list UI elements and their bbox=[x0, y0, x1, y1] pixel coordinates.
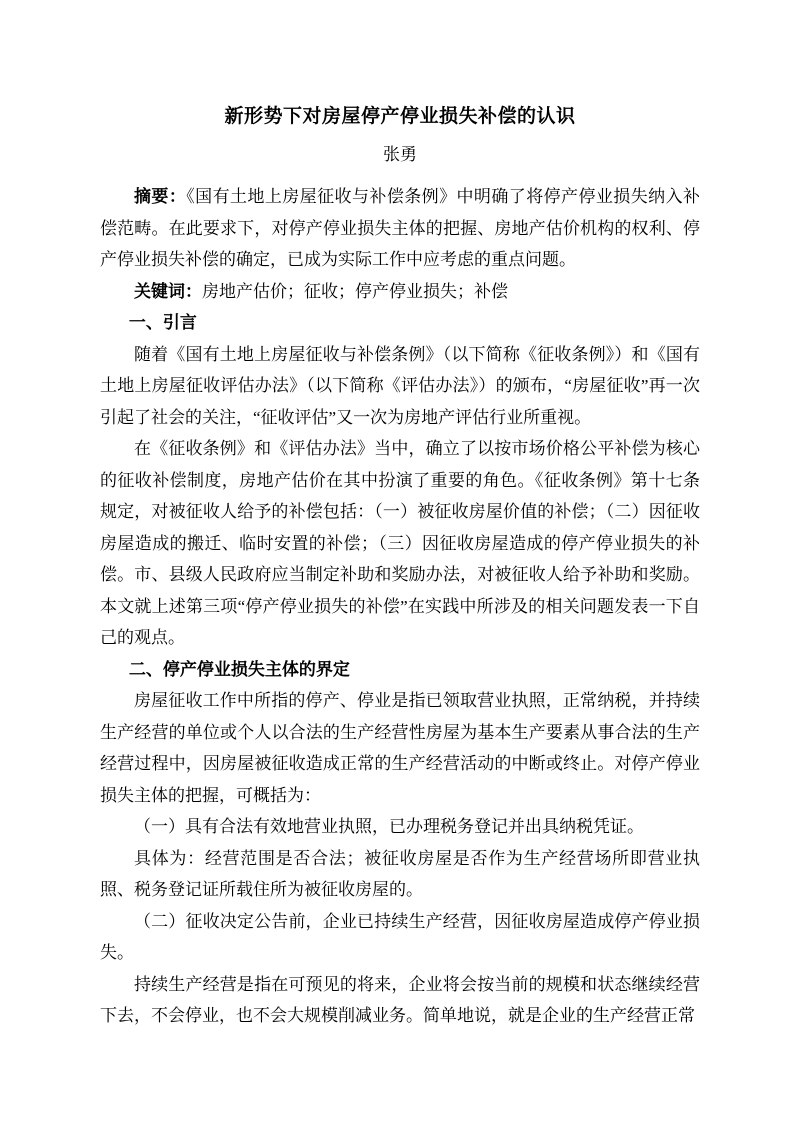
abstract-label: 摘要： bbox=[134, 187, 187, 206]
section-heading-subject-definition: 二、停产停业损失主体的界定 bbox=[128, 659, 350, 679]
paragraph: 房屋征收工作中所指的停产、停业是指已领取营业执照，正常纳税，并持续生产经营的单位或个人以合法的生产经营性房屋为基本生产要素从事合法的生产经营过程中，因房屋被征收造成正常的生产经营活动的中断或终止。对停产停业损失主体的把握，可概括为： bbox=[100, 691, 700, 805]
paragraph: （一）具有合法有效地营业执照，已办理税务登记并出具纳税凭证。 bbox=[134, 817, 644, 836]
paragraph: 随着《国有土地上房屋征收与补偿条例》（以下简称《征收条例》）和《国有土地上房屋征收评估办法》（以下简称《评估办法》）的颁布，“房屋征收”再一次引起了社会的关注，“征收评估”又一次为房地产评估行业所重视。 bbox=[100, 344, 700, 427]
author-name: 张勇 bbox=[383, 144, 417, 164]
page-title: 新形势下对房屋停产停业损失补偿的认识 bbox=[224, 106, 576, 127]
paragraph: 具体为：经营范围是否合法；被征收房屋是否作为生产经营场所即营业执照、税务登记证所载住所为被征收房屋的。 bbox=[100, 848, 700, 899]
abstract-text: 《国有土地上房屋征收与补偿条例》中明确了将停产停业损失纳入补偿范畴。在此要求下，对停产停业损失主体的把握、房地产估价机构的权利、停产停业损失补偿的确定，已成为实际工作中应考虑的重点问题。 bbox=[100, 187, 700, 269]
document-body bbox=[100, 181, 700, 1032]
paragraph: （二）征收决定公告前，企业已持续生产经营，因征收房屋造成停产停业损失。 bbox=[100, 911, 700, 962]
paragraph: 在《征收条例》和《评估办法》当中，确立了以按市场价格公平补偿为核心的征收补偿制度，房地产估价在其中扮演了重要的角色。《征收条例》第十七条规定，对被征收人给予的补偿包括：（一）被征收房屋价值的补偿；（二）因征收房屋造成的搬迁、临时安置的补偿；（三）因征收房屋造成的停产停业损失的补偿。市、县级人民政府应当制定补助和奖励办法，对被征收人给予补助和奖励。本文就上述第三项“停产停业损失的补偿”在实践中所涉及的相关问题发表一下自己的观点。 bbox=[100, 439, 700, 647]
keywords-label: 关键词： bbox=[134, 281, 202, 301]
keywords-text: 房地产估价；征收；停产停业损失；补偿 bbox=[202, 281, 508, 301]
abstract-paragraph bbox=[100, 181, 700, 276]
keywords-paragraph bbox=[100, 276, 700, 308]
paragraph: 持续生产经营是指在可预见的将来，企业将会按当前的规模和状态继续经营下去，不会停业，也不会大规模削减业务。简单地说，就是企业的生产经营正常 bbox=[100, 974, 700, 1025]
section-heading-introduction: 一、引言 bbox=[128, 313, 197, 332]
